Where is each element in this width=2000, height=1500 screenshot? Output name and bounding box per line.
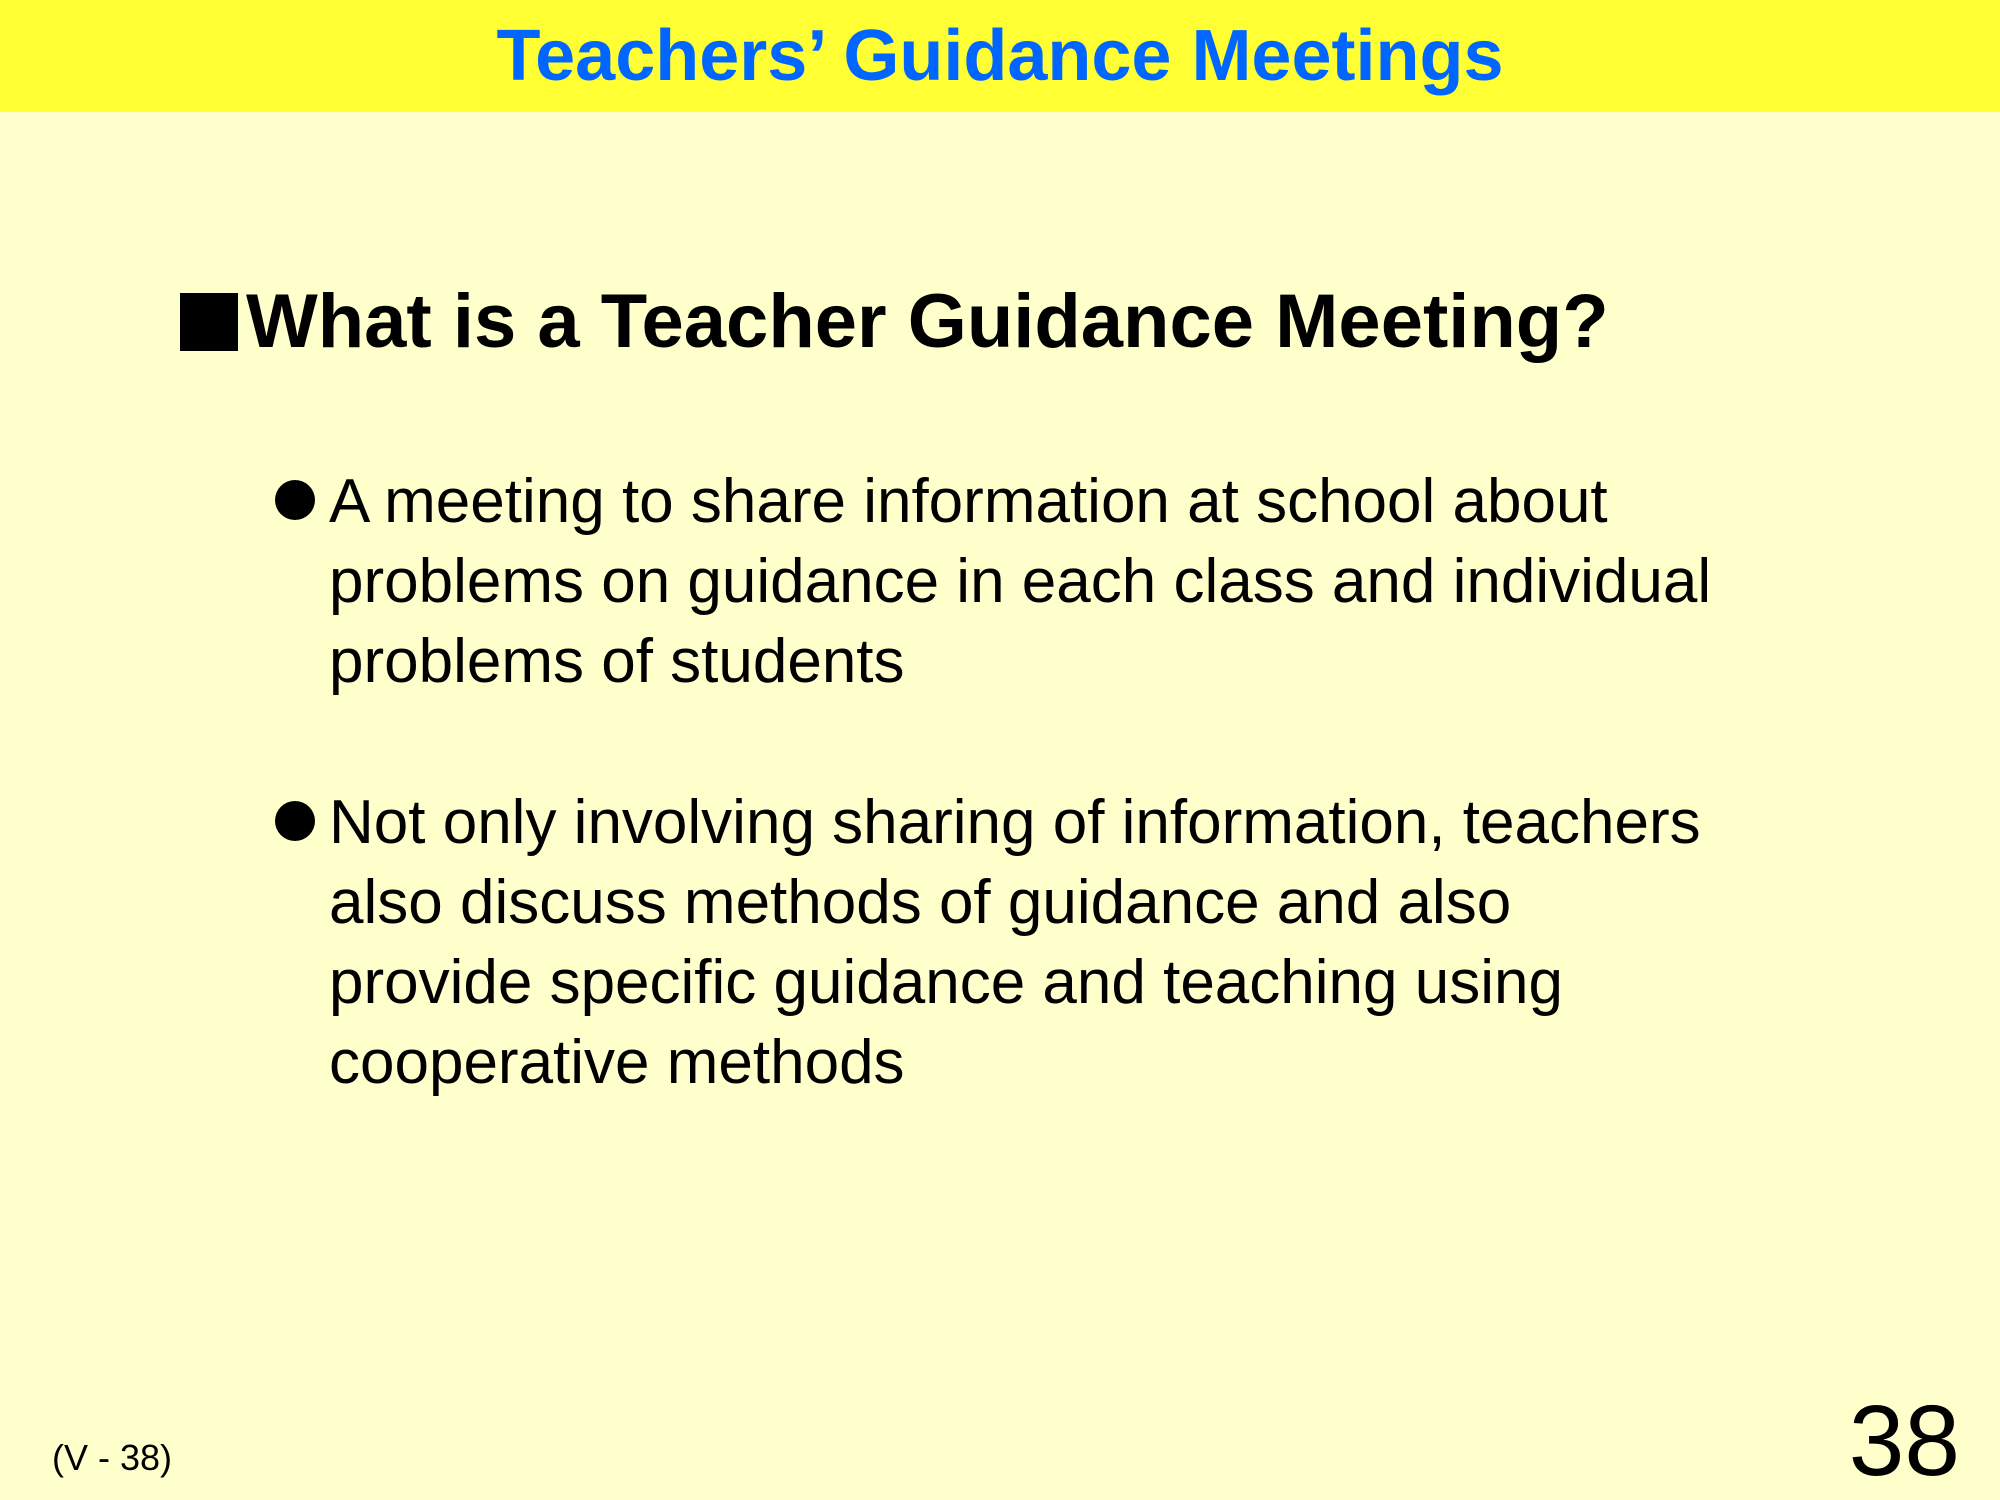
black-circle-icon [275,801,315,841]
section-heading [180,278,1609,366]
page-number: 38 [1848,1385,1960,1497]
bullet-line: also discuss methods of guidance and also [329,868,1512,937]
bullet-line: A meeting to share information at school about [329,467,1608,536]
bullet-line: cooperative methods [329,1028,905,1097]
bullet-line: problems on guidance in each class and individual [329,547,1712,616]
black-circle-icon [275,480,315,520]
bullet-line: provide specific guidance and teaching using [329,948,1563,1017]
black-square-icon [180,293,238,351]
bullet-line: Not only involving sharing of information, teachers [329,788,1701,857]
bullet-item [275,462,1835,702]
slide-reference: (V - 38) [52,1437,173,1478]
section-heading-text: What is a Teacher Guidance Meeting? [246,279,1609,364]
bullet-line: problems of students [329,627,905,696]
slide-title: Teachers’ Guidance Meetings [496,16,1504,96]
bullet-item [275,783,1835,1103]
